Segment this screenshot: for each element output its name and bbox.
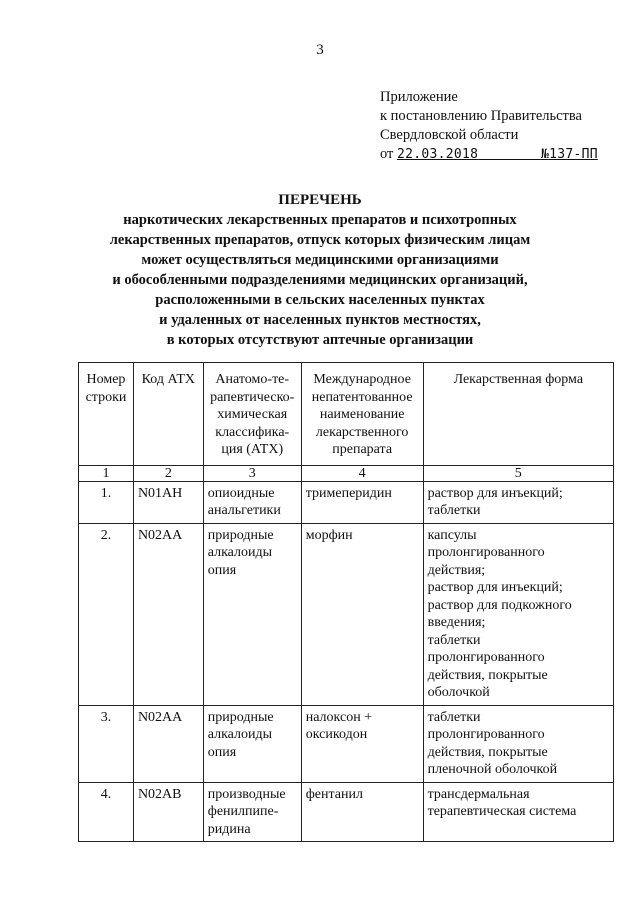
column-number-row [79, 465, 614, 481]
dosage-form: капсулы пролонгированного действия; раствор для инъекций; раствор для подкожного введения; таблетки пролонгированного действия, покрытые оболочкой [423, 523, 613, 705]
atc-code: N02AB [133, 782, 203, 842]
header-inn: Международное непатентованное наименование лекарственного препарата [301, 363, 423, 466]
appendix-block [380, 88, 598, 164]
column-number: 1 [79, 465, 134, 481]
row-number: 3. [79, 705, 134, 782]
column-number: 3 [203, 465, 301, 481]
inn-name: налоксон + оксикодон [301, 705, 423, 782]
atc-classification: производные фенилпипе- ридина [203, 782, 301, 842]
title-line: лекарственных препаратов, отпуск которых физическим лицам [109, 232, 531, 248]
title-line: наркотических лекарственных препаратов и психотропных [123, 212, 517, 228]
row-number: 2. [79, 523, 134, 705]
atc-classification: природные алкалоиды опия [203, 705, 301, 782]
title-main: ПЕРЕЧЕНЬ [278, 192, 362, 208]
appendix-line-3: Свердловской области [380, 127, 519, 143]
row-number: 1. [79, 481, 134, 523]
table-header-row [79, 363, 614, 466]
atc-classification: опиоидные анальгетики [203, 481, 301, 523]
title-line: расположенными в сельских населенных пунктах [155, 292, 485, 308]
header-dosage-form: Лекарственная форма [423, 363, 613, 466]
drug-table [78, 362, 614, 842]
page-number: 3 [316, 42, 324, 58]
column-number: 4 [301, 465, 423, 481]
inn-name: тримеперидин [301, 481, 423, 523]
atc-code: N01AH [133, 481, 203, 523]
table-row [79, 782, 614, 842]
title-line: в которых отсутствуют аптечные организации [166, 332, 474, 348]
header-atc-code: Код АТХ [133, 363, 203, 466]
atc-classification: природные алкалоиды опия [203, 523, 301, 705]
header-atc-classification: Анатомо-те- рапевтическо- химическая классифика- ция (АТХ) [203, 363, 301, 466]
inn-name: фентанил [301, 782, 423, 842]
row-number: 4. [79, 782, 134, 842]
column-number: 2 [133, 465, 203, 481]
inn-name: морфин [301, 523, 423, 705]
resolution-number: №137-ПП [540, 147, 598, 162]
title-line: и удаленных от населенных пунктов местностях, [159, 312, 481, 328]
table-row [79, 523, 614, 705]
resolution-date: 22.03.2018 [397, 147, 479, 162]
table-row [79, 705, 614, 782]
title-line: может осуществляться медицинскими организациями [141, 252, 499, 268]
header-row-number: Номер строки [79, 363, 134, 466]
appendix-line-1: Приложение [380, 89, 458, 105]
dosage-form: трансдермальная терапевтическая система [423, 782, 613, 842]
document-title [0, 190, 640, 350]
appendix-date-line [380, 145, 598, 164]
table-row [79, 481, 614, 523]
atc-code: N02AA [133, 523, 203, 705]
column-number: 5 [423, 465, 613, 481]
dosage-form: таблетки пролонгированного действия, покрытые пленочной оболочкой [423, 705, 613, 782]
dosage-form: раствор для инъекций; таблетки [423, 481, 613, 523]
title-line: и обособленными подразделениями медицинских организаций, [112, 272, 528, 288]
date-prefix: от [380, 146, 394, 162]
atc-code: N02AA [133, 705, 203, 782]
appendix-line-2: к постановлению Правительства [380, 108, 582, 124]
